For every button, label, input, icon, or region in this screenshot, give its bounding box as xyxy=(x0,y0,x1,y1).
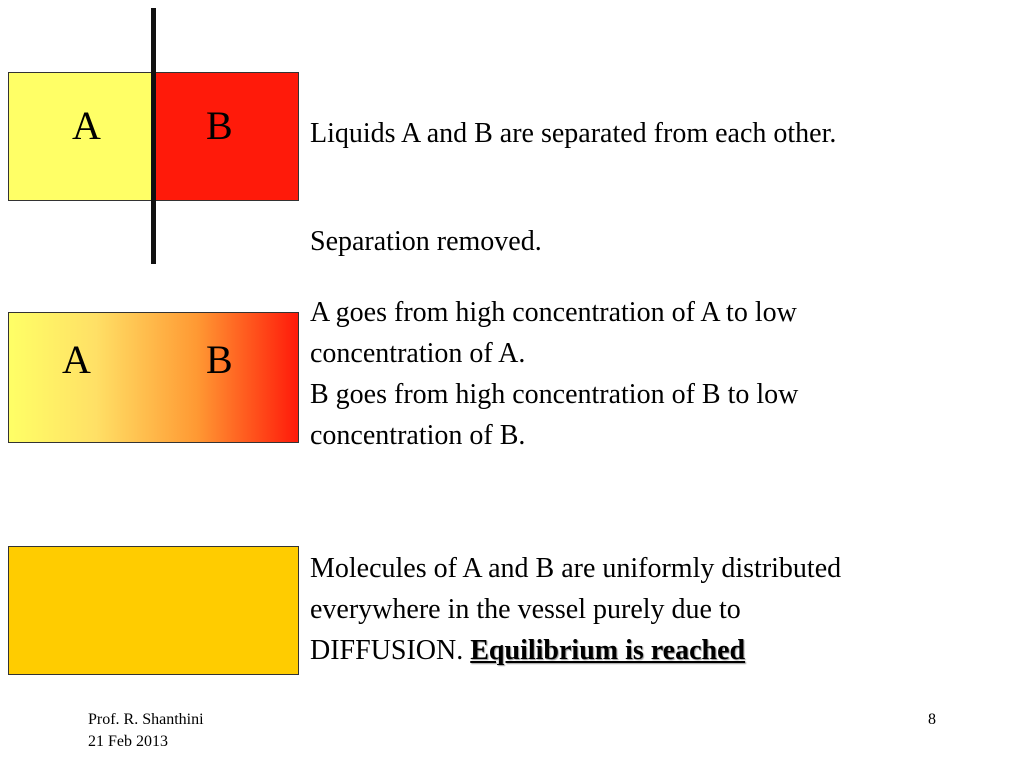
diffusion-word: DIFFUSION. xyxy=(310,635,464,666)
footer-info xyxy=(88,709,204,753)
uniform-line-2: everywhere in the vessel purely due to xyxy=(310,594,741,625)
b-goes-line-1: B goes from high concentration of B to low xyxy=(310,379,799,410)
label-a-mixing: A xyxy=(62,337,91,382)
separated-caption: Liquids A and B are separated from each other. xyxy=(310,118,837,149)
footer-author: Prof. R. Shanthini xyxy=(88,711,204,728)
separator-wall xyxy=(151,8,156,264)
uniform-line-3 xyxy=(310,630,980,671)
removed-caption: Separation removed. xyxy=(310,226,542,257)
a-goes-line-1: A goes from high concentration of A to low xyxy=(310,297,797,328)
label-b-mixing: B xyxy=(206,337,233,382)
b-goes-line-2: concentration of B. xyxy=(310,420,526,451)
mixing-vessel xyxy=(8,312,299,443)
page-number: 8 xyxy=(928,711,936,728)
label-a-separated: A xyxy=(72,103,101,148)
a-goes-line-2: concentration of A. xyxy=(310,338,526,369)
diffusion-description xyxy=(310,292,930,456)
uniform-vessel xyxy=(8,546,299,675)
uniform-line-1: Molecules of A and B are uniformly distributed xyxy=(310,553,842,584)
equilibrium-statement: Equilibrium is reached xyxy=(470,635,746,666)
footer-date: 21 Feb 2013 xyxy=(88,733,168,750)
uniform-description xyxy=(310,548,980,671)
label-b-separated: B xyxy=(206,103,233,148)
